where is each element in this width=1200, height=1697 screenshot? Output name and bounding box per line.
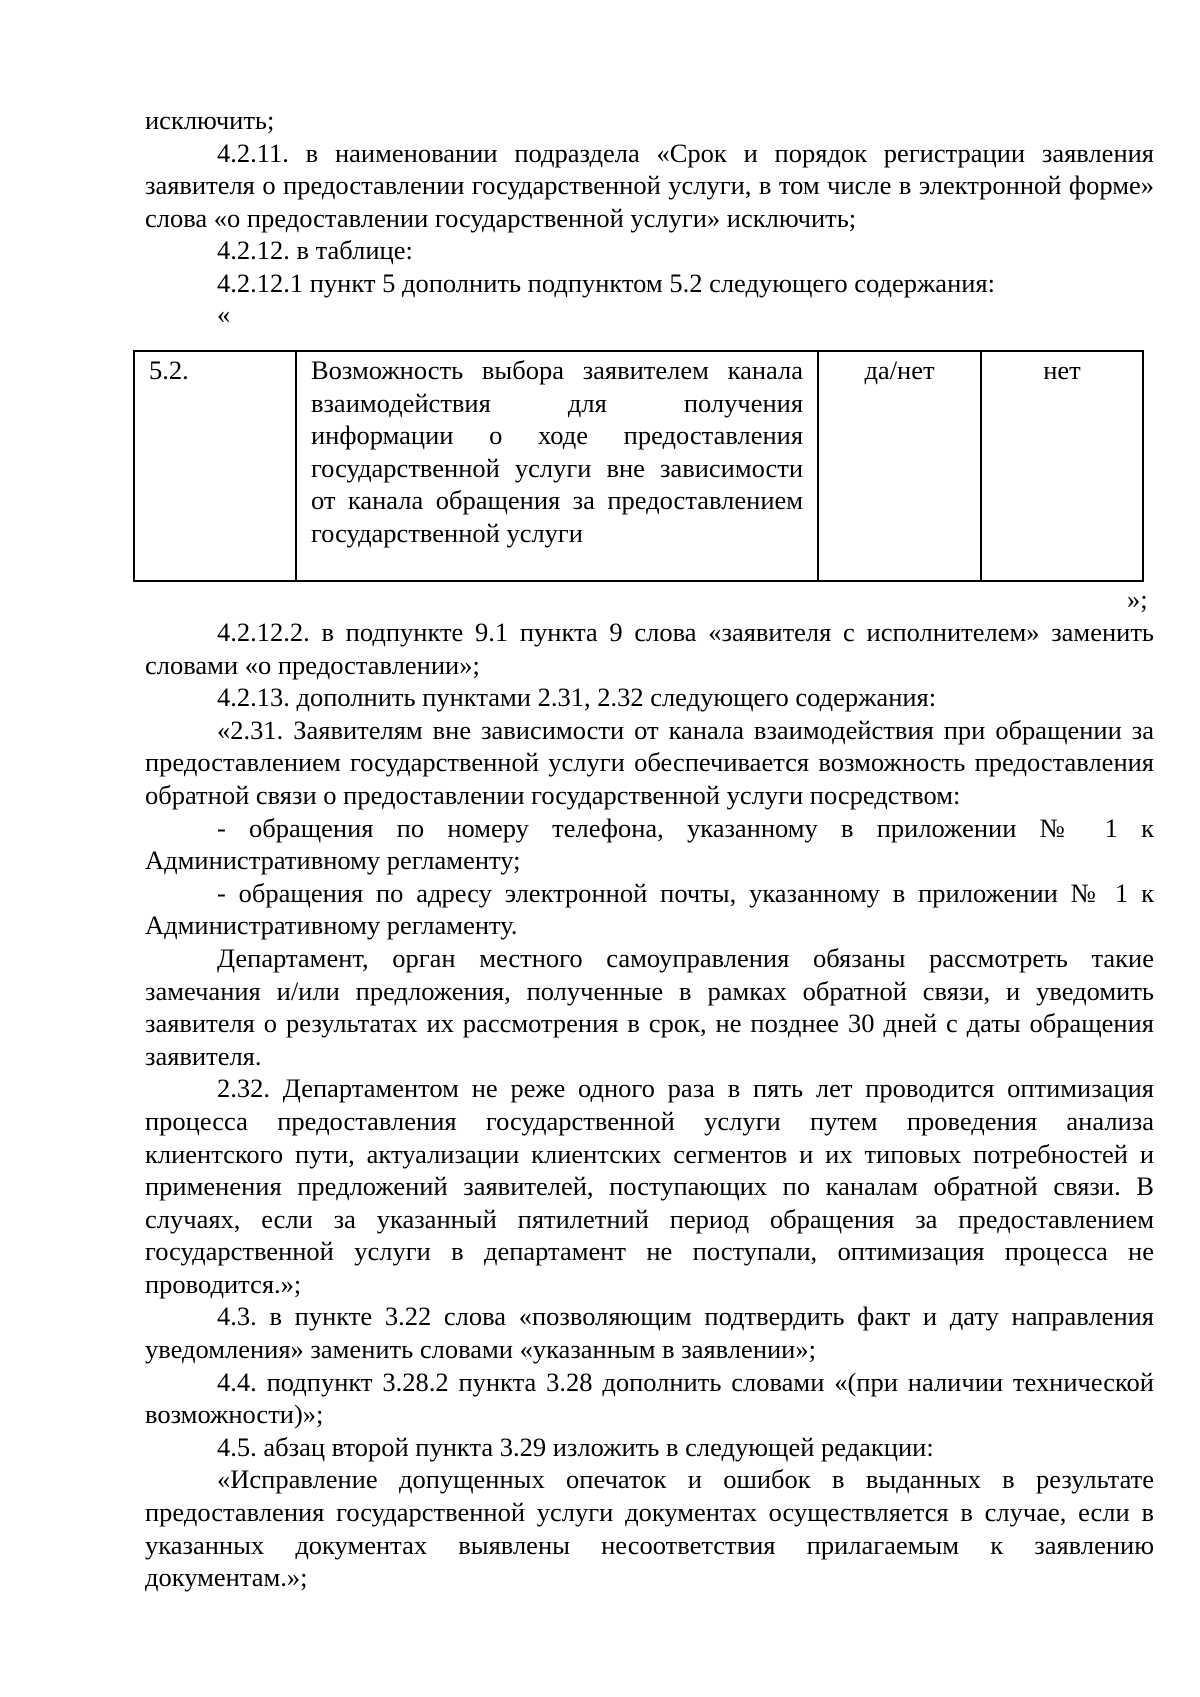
table-cell-description: Возможность выбора заявителем канала взаимодействия для получения информации о ходе предоставления государственной услуги вне зависимости от канала обращения за предоставлением государственной услуги <box>296 351 818 581</box>
paragraph: 4.2.12.2. в подпункте 9.1 пункта 9 слова «заявителя с исполнителем» заменить словами «о предоставлении»; <box>145 617 1154 680</box>
paragraph: «2.31. Заявителям вне зависимости от канала взаимодействия при обращении за предоставлением государственной услуги обеспечивается возможность предоставления обратной связи о предоставлении государственной услуги посредством: <box>145 714 1154 810</box>
table-cell-number: 5.2. <box>134 351 296 581</box>
paragraph: 2.32. Департаментом не реже одного раза в пять лет проводится оптимизация процесса предоставления государственной услуги путем проведения анализа клиентского пути, актуализации клиентских сегментов и их типовых потребностей и применения предложений заявителей, поступающих по каналам обратной связи. В случаях, если за указанный пятилетний период обращения за предоставлением государственной услуги в департамент не поступали, оптимизация процесса не проводится.»; <box>145 1073 1154 1299</box>
paragraph: 4.2.13. дополнить пунктами 2.31, 2.32 следующего содержания: <box>217 682 937 713</box>
table-row <box>134 351 1143 581</box>
paragraph: - обращения по номеру телефона, указанному в приложении № 1 к Административному регламенту; <box>145 812 1154 876</box>
paragraph: Департамент, орган местного самоуправления обязаны рассмотреть такие замечания и/или предложения, полученные в рамках обратной связи, и уведомить заявителя о результатах их рассмотрения в срок, не позднее 30 дней с даты обращения заявителя. <box>145 942 1154 1071</box>
table-cell-value: нет <box>981 351 1143 581</box>
paragraph: - обращения по адресу электронной почты, указанному в приложении № 1 к Административному регламенту. <box>145 877 1154 941</box>
paragraph: 4.2.12. в таблице: <box>217 235 413 266</box>
paragraph: 4.5. абзац второй пункта 3.29 изложить в следующей редакции: <box>217 1431 934 1462</box>
text-block-after-table <box>145 616 1154 1594</box>
amendment-table <box>133 350 1144 582</box>
table-cell-unit: да/нет <box>818 351 981 581</box>
paragraph: 4.4. подпункт 3.28.2 пункта 3.28 дополнить словами «(при наличии технической возможности)»; <box>145 1366 1154 1430</box>
paragraph: 4.2.11. в наименовании подраздела «Срок и порядок регистрации заявления заявителя о предоставлении государственной услуги, в том числе в электронной форме» слова «о предоставлении государственной услуги» исключить; <box>145 137 1154 233</box>
text-block-before-table <box>145 104 1154 300</box>
opening-quote-mark: « <box>217 299 231 329</box>
closing-quote-mark: »; <box>1127 584 1148 614</box>
paragraph: «Исправление допущенных опечаток и ошибок в выданных в результате предоставления государственной услуги документах осуществляется в случае, если в указанных документах выявлены несоответствия прилагаемым к заявлению документам.»; <box>145 1464 1154 1593</box>
paragraph: исключить; <box>145 105 275 135</box>
paragraph: 4.2.12.1 пункт 5 дополнить подпунктом 5.2 следующего содержания: <box>217 267 995 298</box>
paragraph: 4.3. в пункте 3.22 слова «позволяющим подтвердить факт и дату направления уведомления» заменить словами «указанным в заявлении»; <box>145 1301 1154 1365</box>
